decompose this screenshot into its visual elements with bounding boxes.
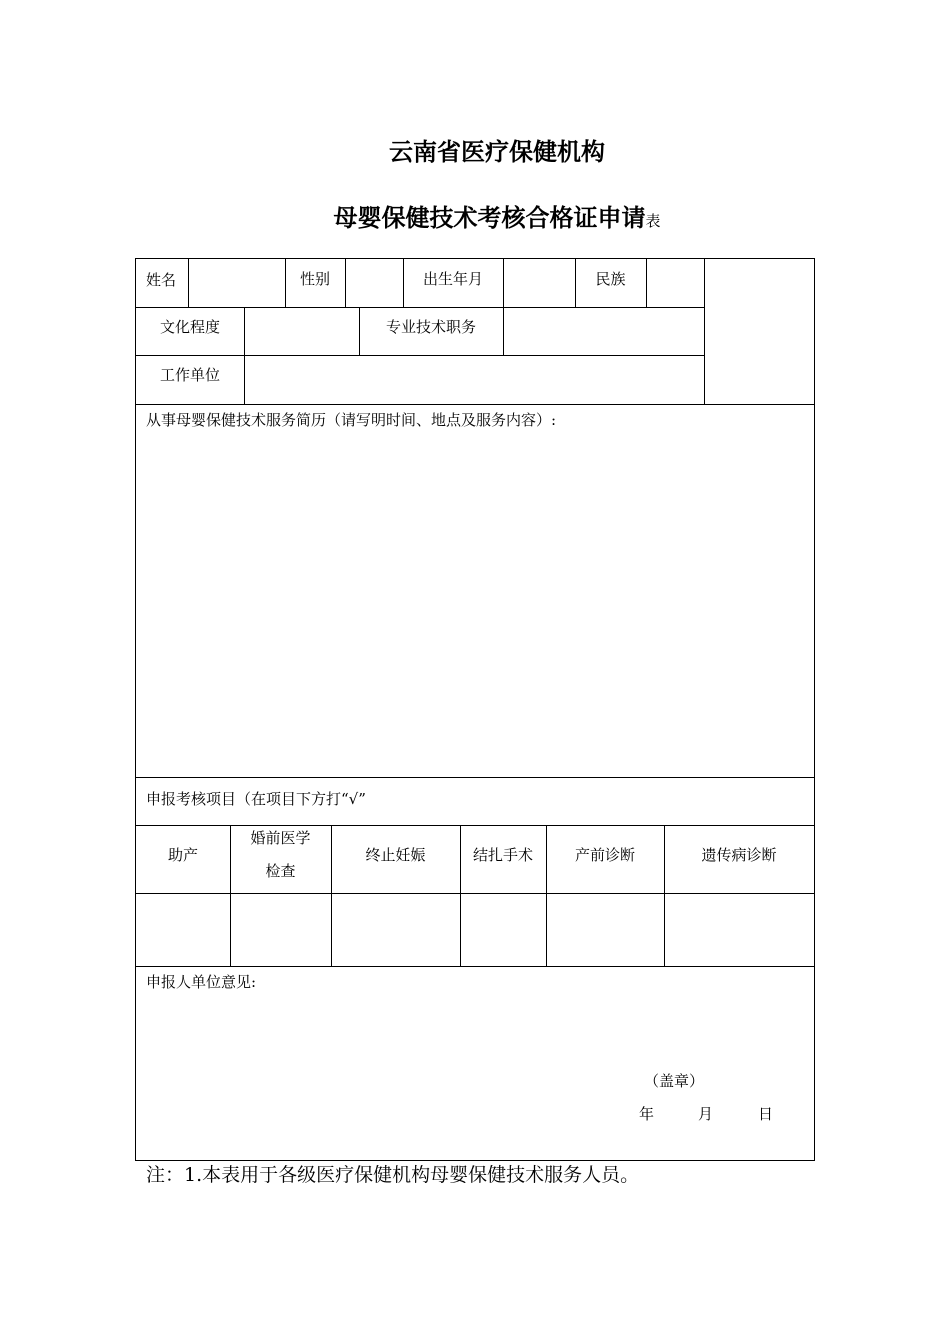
ethnicity-label: 民族 [595, 270, 626, 288]
opinion-field[interactable] [136, 994, 814, 1074]
item-midwifery: 助产 [167, 846, 198, 864]
rule [136, 404, 814, 405]
rule [136, 966, 814, 967]
ethnicity-field[interactable] [646, 259, 704, 307]
items-label: 申报考核项目（在项目下方打“√” [146, 790, 366, 808]
form-title-suffix: 表 [645, 212, 661, 230]
item-premarital-exam: 婚前医学 检查 [250, 829, 311, 880]
gender-label: 性别 [299, 270, 330, 288]
item-check-cell[interactable] [664, 893, 814, 966]
month-label: 月 [698, 1105, 714, 1123]
application-form [135, 258, 815, 1161]
year-label: 年 [639, 1105, 655, 1123]
photo-box [704, 259, 814, 404]
form-title-line2 [0, 198, 950, 233]
form-title-main: 母婴保健技术考核合格证申请 [333, 203, 646, 232]
item-check-cell[interactable] [546, 893, 664, 966]
item-check-cell[interactable] [331, 893, 460, 966]
item-check-cell[interactable] [136, 893, 230, 966]
rule [136, 777, 814, 778]
gender-field[interactable] [345, 259, 403, 307]
seal-label: （盖章） [644, 1072, 705, 1090]
birth-label: 出生年月 [422, 270, 483, 288]
workplace-label: 工作单位 [159, 366, 220, 384]
title-label: 专业技术职务 [385, 318, 476, 336]
education-field[interactable] [244, 307, 359, 355]
title-field[interactable] [503, 307, 704, 355]
item-check-cell[interactable] [230, 893, 331, 966]
form-title-line1: 云南省医疗保健机构 [389, 137, 605, 166]
item-genetic-diagnosis: 遗传病诊断 [701, 846, 777, 864]
resume-field[interactable] [136, 434, 814, 774]
birth-field[interactable] [503, 259, 575, 307]
item-termination: 终止妊娠 [365, 846, 426, 864]
resume-label: 从事母婴保健技术服务简历（请写明时间、地点及服务内容）: [146, 411, 557, 429]
name-field[interactable] [188, 259, 285, 307]
education-label: 文化程度 [159, 318, 220, 336]
day-label: 日 [758, 1105, 774, 1123]
item-ligation: 结扎手术 [472, 846, 533, 864]
item-check-cell[interactable] [460, 893, 546, 966]
footnote: 注：1.本表用于各级医疗保健机构母婴保健技术服务人员。 [146, 1164, 640, 1186]
workplace-field[interactable] [244, 355, 704, 404]
item-prenatal-diagnosis: 产前诊断 [574, 846, 635, 864]
name-label: 姓名 [146, 271, 177, 289]
opinion-label: 申报人单位意见: [146, 973, 257, 991]
